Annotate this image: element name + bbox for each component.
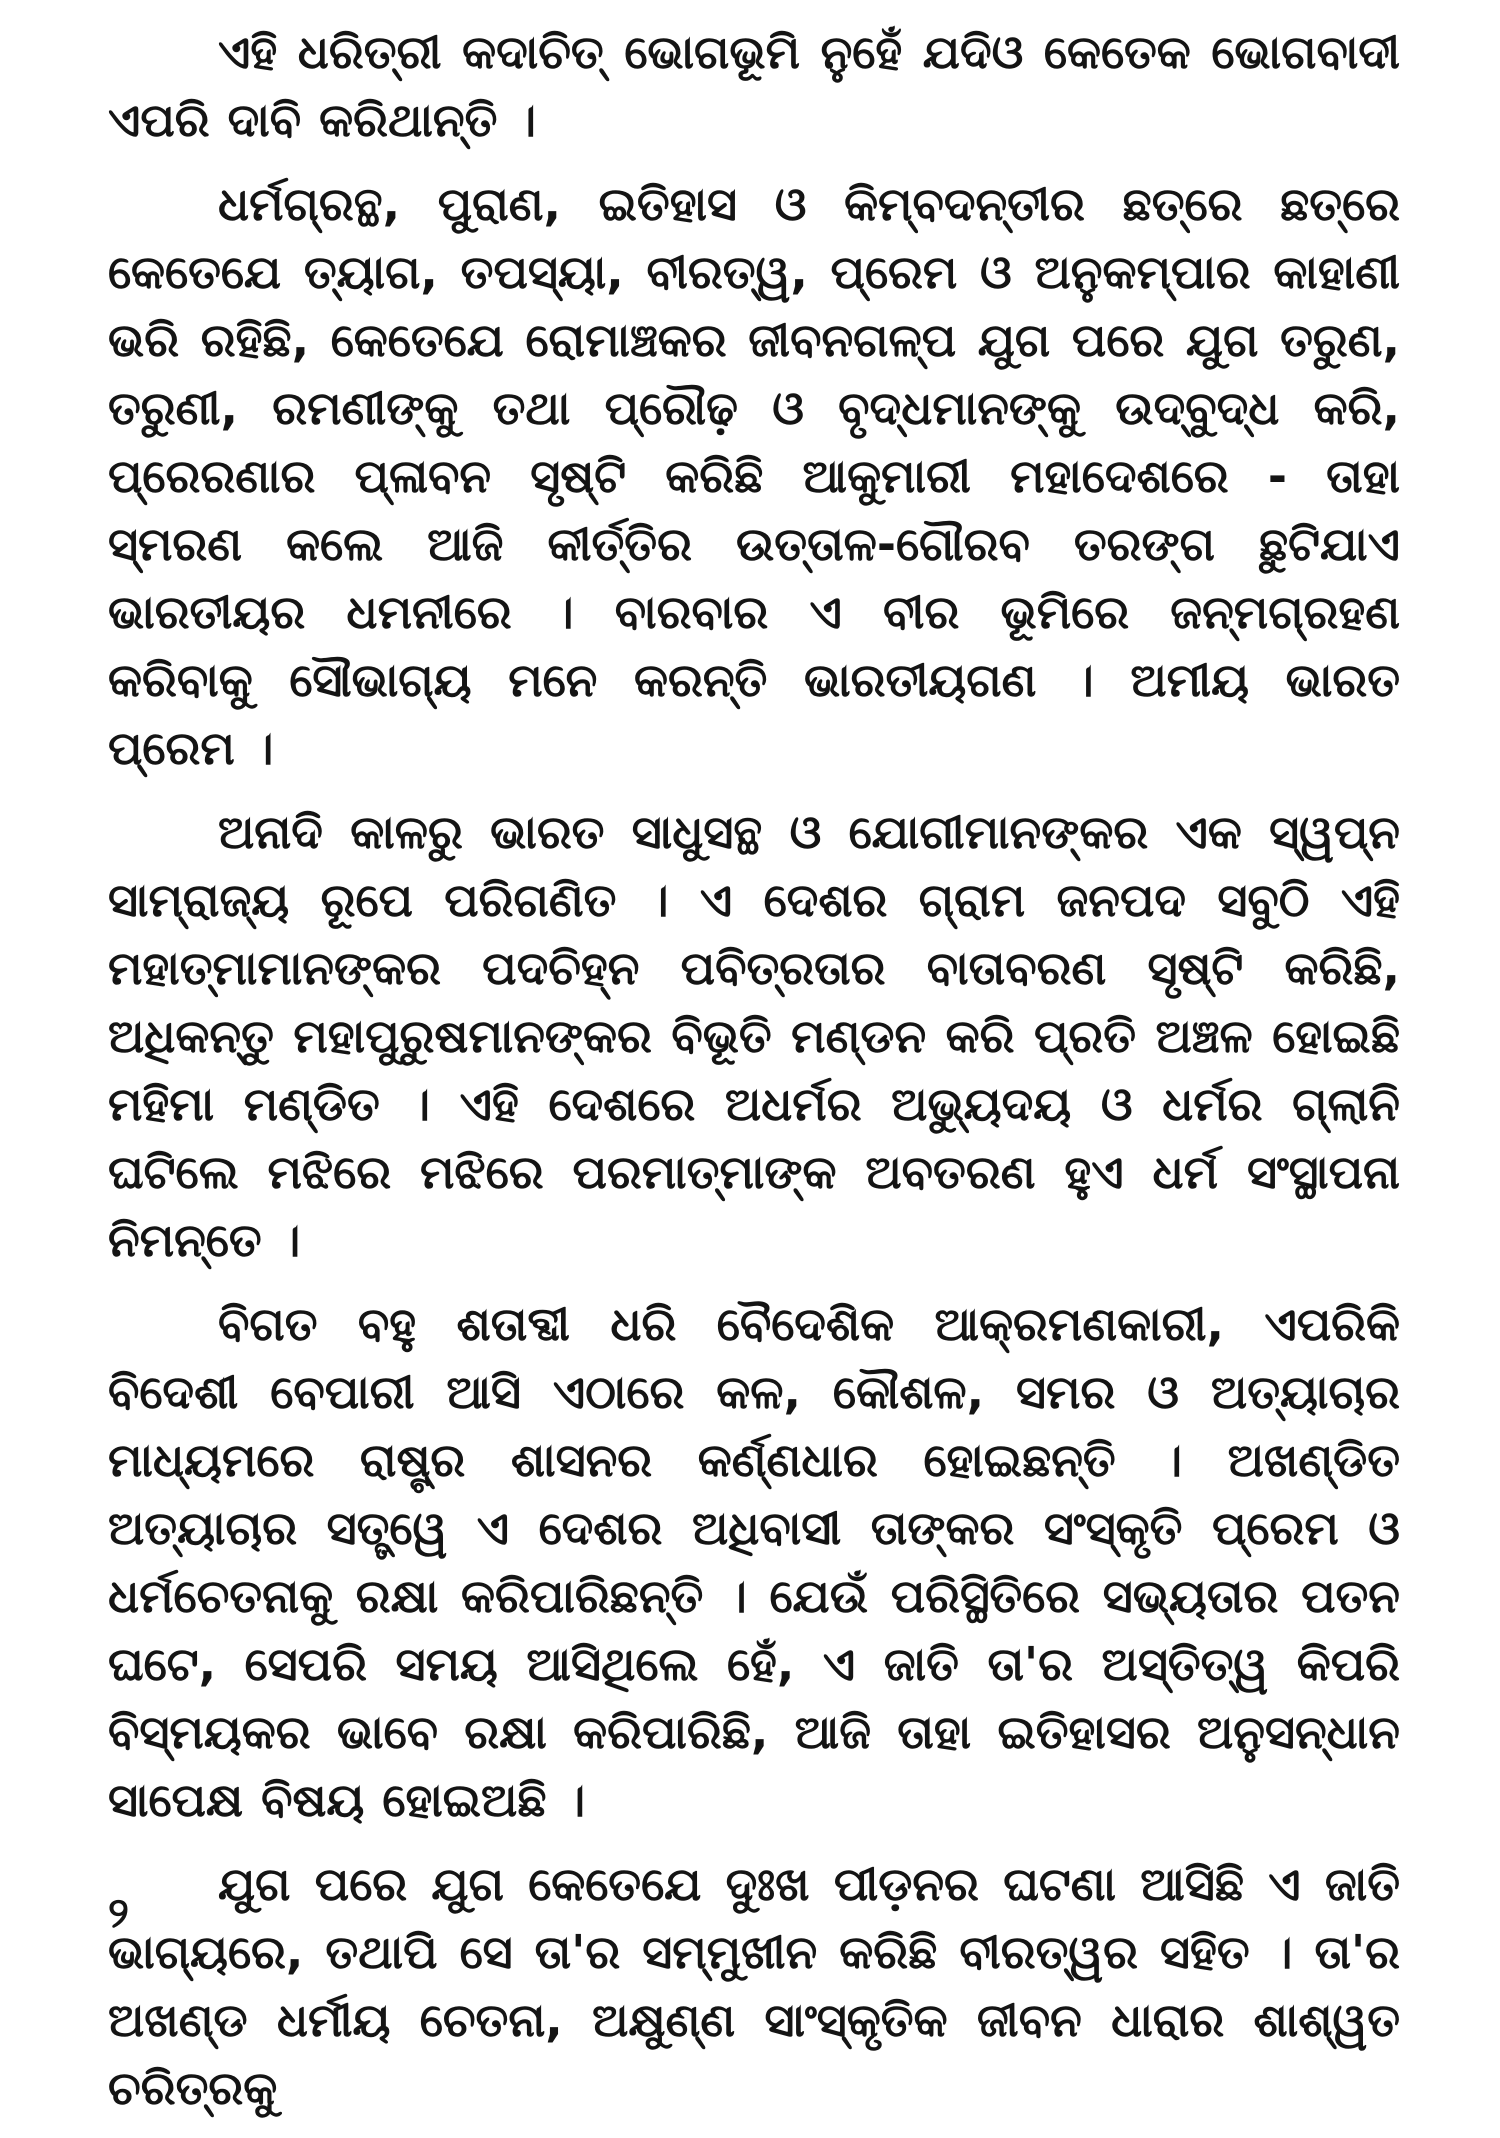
paragraph-1: ଏହି ଧରିତ୍ରୀ କଦାଚିତ୍ ଭୋଗଭୂମି ନୁହେଁ ଯଦିଓ କେତେକ ଭୋଗବାଦୀ ଏପରି ଦାବି କରିଥାନ୍ତି । [108, 25, 1400, 147]
page-number: ୨ [108, 1888, 129, 1937]
body-text [108, 18, 1400, 2138]
paragraph-2: ଧର୍ମଗ୍ରନ୍ଥ, ପୁରାଣ, ଇତିହାସ ଓ କିମ୍ବଦନ୍ତୀର ଛତ୍ରେ ଛତ୍ରେ କେତେଯେ ତ୍ୟାଗ, ତପସ୍ୟା, ବୀରତ୍ୱ, ପ୍ରେମ ଓ ଅନୁକମ୍ପାର କାହାଣୀ ଭରି ରହିଛି, କେତେଯେ ରୋମାଞ୍ଚକର ଜୀବନଗଳ୍ପ ଯୁଗ ପରେ ଯୁଗ ତରୁଣ, ତରୁଣୀ, ରମଣୀଙ୍କୁ ତଥା ପ୍ରୌଢ଼ ଓ ବୃଦ୍ଧମାନଙ୍କୁ ଉଦ୍‌ବୁଦ୍ଧ କରି, ପ୍ରେରଣାର ପ୍ଳାବନ ସୃଷ୍ଟି କରିଛି ଆକୁମାରୀ ମହାଦେଶରେ - ତାହା ସ୍ମରଣ କଲେ ଆଜି କୀର୍ତ୍ତିର ଉତ୍ତାଳ-ଗୌରବ ତରଙ୍ଗ ଛୁଟିଯାଏ ଭାରତୀୟର ଧମନୀରେ । ବାରବାର ଏ ବୀର ଭୂମିରେ ଜନ୍ମଗ୍ରହଣ କରିବାକୁ ସୌଭାଗ୍ୟ ମନେ କରନ୍ତି ଭାରତୀୟଗଣ । ଅମୀୟ ଭାରତ ପ୍ରେମ । [108, 177, 1400, 775]
paragraph-5: ଯୁଗ ପରେ ଯୁଗ କେତେଯେ ଦୁଃଖ ପୀଡ଼ନର ଘଟଣା ଆସିଛି ଏ ଜାତି ଭାଗ୍ୟରେ, ତଥାପି ସେ ତା'ର ସମ୍ମୁଖୀନ କରିଛି ବୀରତ୍ୱର ସହିତ । ତା'ର ଅଖଣ୍ଡ ଧର୍ମୀୟ ଚେତନା, ଅକ୍ଷୁଣ୍ଣ ସାଂସ୍କୃତିକ ଜୀବନ ଧାରାର ଶାଶ୍ୱତ ଚରିତ୍ରକୁ [108, 1857, 1400, 2115]
paragraph-4: ବିଗତ ବହୁ ଶତାବ୍ଦୀ ଧରି ବୈଦେଶିକ ଆକ୍ରମଣକାରୀ, ଏପରିକି ବିଦେଶୀ ବେପାରୀ ଆସି ଏଠାରେ କଳ, କୌଶଳ, ସମର ଓ ଅତ୍ୟାଚାର ମାଧ୍ୟମରେ ରାଷ୍ଟ୍ର ଶାସନର କର୍ଣ୍ଣଧାର ହୋଇଛନ୍ତି । ଅଖଣ୍ଡିତ ଅତ୍ୟାଚାର ସତ୍ତ୍ୱେ ଏ ଦେଶର ଅଧିବାସୀ ତାଙ୍କର ସଂସ୍କୃତି ପ୍ରେମ ଓ ଧର୍ମଚେତନାକୁ ରକ୍ଷା କରିପାରିଛନ୍ତି । ଯେଉଁ ପରିସ୍ଥିତିରେ ସଭ୍ୟତାର ପତନ ଘଟେ, ସେପରି ସମୟ ଆସିଥିଲେ ହେଁ, ଏ ଜାତି ତା'ର ଅସ୍ତିତ୍ୱ କିପରି ବିସ୍ମୟକର ଭାବେ ରକ୍ଷା କରିପାରିଛି, ଆଜି ତାହା ଇତିହାସର ଅନୁସନ୍ଧାନ ସାପେକ୍ଷ ବିଷୟ ହୋଇଅଛି । [108, 1297, 1400, 1827]
paragraph-3: ଅନାଦି କାଳରୁ ଭାରତ ସାଧୁସନ୍ଥ ଓ ଯୋଗୀମାନଙ୍କର ଏକ ସ୍ୱପ୍ନ ସାମ୍ରାଜ୍ୟ ରୂପେ ପରିଗଣିତ । ଏ ଦେଶର ଗ୍ରାମ ଜନପଦ ସବୁଠି ଏହି ମହାତ୍ମାମାନଙ୍କର ପଦଚିହ୍ନ ପବିତ୍ରତାର ବାତାବରଣ ସୃଷ୍ଟି କରିଛି, ଅଧିକନ୍ତୁ ମହାପୁରୁଷମାନଙ୍କର ବିଭୂତି ମଣ୍ଡନ କରି ପ୍ରତି ଅଞ୍ଚଳ ହୋଇଛି ମହିମା ମଣ୍ଡିତ । ଏହି ଦେଶରେ ଅଧର୍ମର ଅଭ୍ୟୁଦୟ ଓ ଧର୍ମର ଗ୍ଲାନି ଘଟିଲେ ମଝିରେ ମଝିରେ ପରମାତ୍ମାଙ୍କ ଅବତରଣ ହୁଏ ଧର୍ମ ସଂସ୍ଥାପନା ନିମନ୍ତେ । [108, 805, 1400, 1267]
